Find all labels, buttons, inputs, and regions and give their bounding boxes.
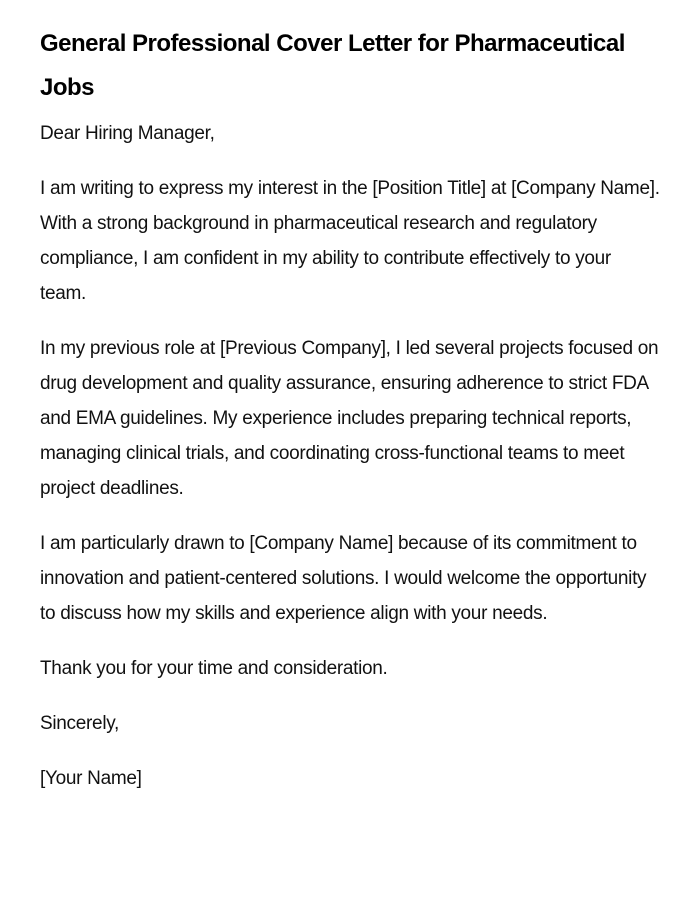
body-paragraph-experience: In my previous role at [Previous Company], I led several projects focused on drug development and quality assurance, ensuring adherence to strict FDA and EMA guidelines. My experience includes preparing technical reports, managing clinical trials, and coordinating cross-functional teams to meet project deadlines. <box>40 338 659 499</box>
body-paragraph-intro: I am writing to express my interest in the [Position Title] at [Company Name]. With a strong background in pharmaceutical research and regulatory compliance, I am confident in my ability to contribute effectively to your team. <box>40 178 660 304</box>
document-title: General Professional Cover Letter for Pharmaceutical Jobs <box>40 30 625 101</box>
signature: [Your Name] <box>40 768 142 789</box>
body-paragraph-motivation: I am particularly drawn to [Company Name] because of its commitment to innovation and patient-centered solutions. I would welcome the opportunity to discuss how my skills and experience align with your needs. <box>40 533 647 624</box>
salutation: Dear Hiring Manager, <box>40 123 215 144</box>
body-paragraph-thanks: Thank you for your time and consideration. <box>40 658 388 679</box>
closing: Sincerely, <box>40 713 120 734</box>
